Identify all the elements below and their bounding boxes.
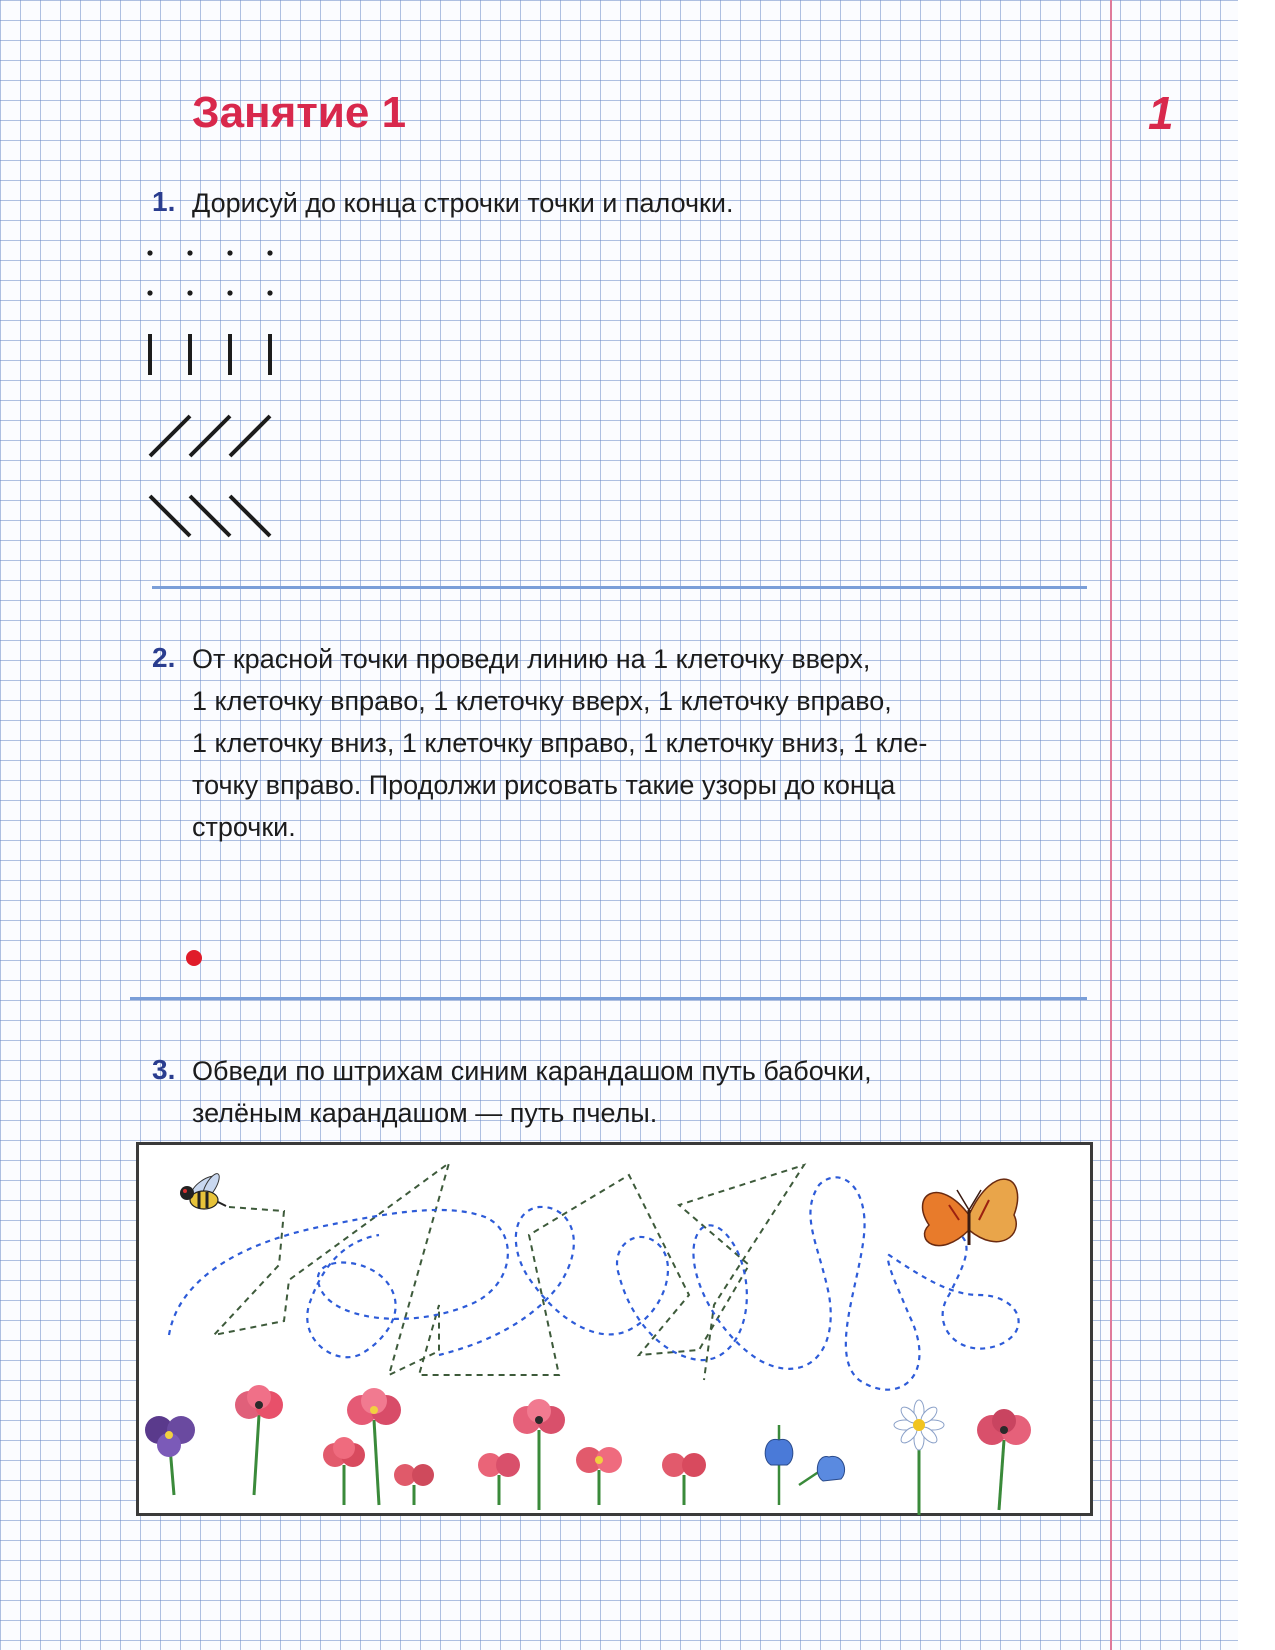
- pansy-flower: [145, 1416, 195, 1495]
- poppy-flower: [235, 1385, 283, 1495]
- butterfly-path: [169, 1177, 1019, 1389]
- back-slash-row: [150, 496, 270, 536]
- dot: [227, 290, 232, 295]
- dot: [187, 250, 192, 255]
- stick: [230, 416, 270, 456]
- daisy-flower: [894, 1400, 944, 1515]
- red-start-dot: [186, 950, 202, 966]
- dot: [227, 250, 232, 255]
- task-2-text: [192, 638, 1092, 848]
- poppy-flower: [394, 1464, 434, 1505]
- bellflower-flower: [799, 1456, 845, 1485]
- task-2-drawing-area[interactable]: [180, 940, 1080, 980]
- section-divider-2: [130, 997, 1087, 1000]
- path-tracing-picture[interactable]: [136, 1142, 1093, 1516]
- task-1-instruction: Дорисуй до конца строчки точки и палочки.: [192, 188, 734, 218]
- dot: [187, 290, 192, 295]
- vertical-sticks-row: [150, 334, 270, 375]
- stick: [190, 496, 230, 536]
- lesson-title: Занятие 1: [192, 88, 407, 137]
- task-1-number: 1.: [152, 186, 176, 217]
- task-1-text: [192, 182, 1092, 224]
- poppy-flower: [513, 1399, 565, 1510]
- stick: [230, 496, 270, 536]
- task-3-instruction: Обведи по штрихам синим карандашом путь бабочки, зелёным карандашом — путь пчелы.: [192, 1056, 872, 1128]
- dot-row-1: [147, 250, 272, 255]
- dot: [147, 250, 152, 255]
- dot: [267, 250, 272, 255]
- butterfly-icon: [923, 1179, 1018, 1245]
- poppy-flower: [478, 1453, 520, 1505]
- dot: [267, 290, 272, 295]
- task-3-text: [192, 1050, 1092, 1134]
- task-3-number: 3.: [152, 1054, 176, 1085]
- bee-icon: [180, 1171, 226, 1209]
- page-edge: [1238, 0, 1275, 1650]
- task-2-number: 2.: [152, 642, 176, 673]
- margin-line: [1110, 0, 1112, 1650]
- stick: [190, 416, 230, 456]
- bellflower-flower: [765, 1425, 793, 1505]
- poppy-flower: [576, 1447, 622, 1505]
- poppy-flower: [662, 1453, 706, 1505]
- dot: [147, 290, 152, 295]
- task-2-instruction: От красной точки проведи линию на 1 клеточку вверх, 1 клеточку вправо, 1 клеточку вверх, 1 клеточку вправо, 1 клеточку вниз, 1 клеточку вправо, 1 клеточку вниз, 1 кле- точку вправо. Продолжи рисовать такие узоры до конца строчки.: [192, 644, 928, 842]
- page-number: 1: [1148, 87, 1174, 139]
- stick: [150, 416, 190, 456]
- section-divider-1: [152, 586, 1087, 589]
- poppy-flower: [977, 1409, 1031, 1510]
- task-1-pattern[interactable]: [140, 240, 280, 550]
- bee-path: [214, 1163, 804, 1380]
- stick: [150, 496, 190, 536]
- forward-slash-row: [150, 416, 270, 456]
- poppy-flower: [323, 1437, 365, 1505]
- dot-row-2: [147, 290, 272, 295]
- flower-strip: [145, 1385, 1031, 1515]
